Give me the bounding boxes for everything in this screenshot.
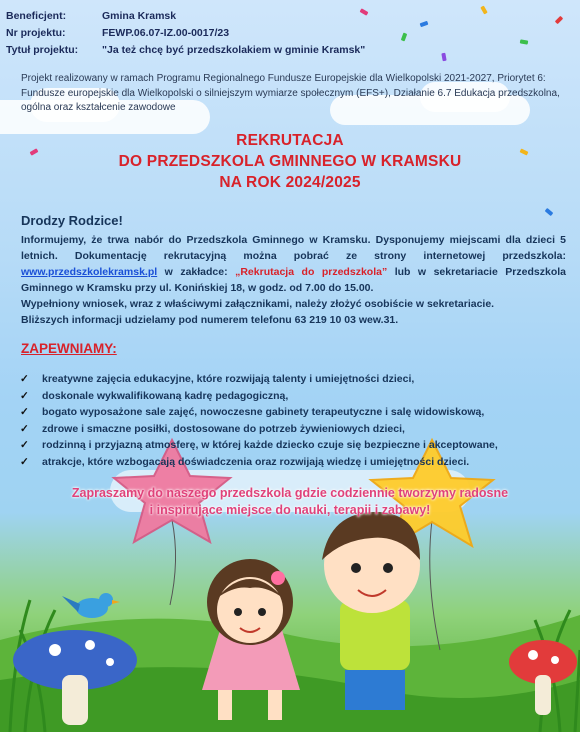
beneficiary-label: Beneficjent: (6, 10, 67, 22)
list-item-text: kreatywne zajęcia edukacyjne, które rozwijają talenty i umiejętności dzieci, (42, 373, 415, 385)
list-item-text: zdrowe i smaczne posiłki, dostosowane do potrzeb żywieniowych dzieci, (42, 422, 405, 435)
list-item (20, 421, 540, 438)
project-number-row (6, 27, 229, 39)
list-item-text: atrakcje, które wzbogacają doświadczenia oraz rozwijają wiedzę i umiejętności dzieci. (42, 455, 470, 468)
funding-intro: Projekt realizowany w ramach Programu Regionalnego Fundusze Europejskie dla Wielkopolski 2021-2027, Priorytet 6: Fundusze europejskie dla Wielkopolski o silniejszym wymiarze społecznym (EFS+), Działanie 6.7 Edukacja przedszkolna, ogólna oraz kształcenie zawodowe (21, 73, 560, 113)
page-title-line1: REKRUTACJA (236, 132, 344, 149)
check-icon: ✓ (20, 406, 29, 419)
project-title-value: "Ja też chcę być przedszkolakiem w gminie Kramsk" (102, 44, 366, 56)
list-item (20, 404, 540, 421)
list-item (20, 388, 540, 405)
bird-icon (62, 593, 120, 618)
project-number-value: FEWP.06.07-IZ.00-0017/23 (102, 27, 230, 39)
benefits-list (20, 371, 540, 471)
body-paragraph-1: Informujemy, że trwa nabór do Przedszkola Gminnego w Kramsku. Dysponujemy miejscami dla dzieci 5 letnich. Dokumentację rekrutacyjną można pobrać ze strony internetowej przedszkola: (21, 234, 566, 262)
section-heading: ZAPEWNIAMY: (21, 341, 117, 356)
page-title-line2: DO PRZEDSZKOLA GMINNEGO W KRAMSKU (118, 153, 462, 170)
tab-name: „Rekrutacja do przedszkola” (235, 266, 388, 278)
check-icon: ✓ (20, 455, 29, 468)
project-title-row (6, 44, 365, 56)
closing-line2: i inspirujące miejsce do nauki, terapii i zabawy! (149, 503, 431, 517)
body-paragraph-4: Wypełniony wniosek, wraz z właściwymi załącznikami, należy złożyć osobiście w sekretariacie. (21, 298, 495, 310)
project-number-label: Nr projektu: (6, 27, 66, 39)
check-icon: ✓ (20, 389, 29, 402)
list-item (20, 437, 540, 454)
page-title-line3: NA ROK 2024/2025 (219, 174, 361, 191)
check-icon: ✓ (20, 439, 29, 452)
list-item-text: doskonale wykwalifikowaną kadrę pedagogiczną, (42, 389, 289, 402)
check-icon: ✓ (20, 373, 29, 385)
list-item-text: rodzinną i przyjazną atmosferę, w której każde dziecko czuje się bezpieczne i akceptowane, (42, 439, 498, 452)
list-item (20, 454, 540, 471)
website-link[interactable]: www.przedszkolekramsk.pl (21, 266, 158, 278)
body-paragraph-3: lub w sekretariacie Przedszkola Gminnego w Kramsku przy ul. Konińskiej 18, w godz. od 7.00 do 15.00. (21, 266, 566, 294)
body-paragraph-2: w zakładce: (157, 266, 236, 278)
project-title-label: Tytuł projektu: (6, 44, 79, 56)
list-item-text: bogato wyposażone sale zajęć, nowoczesne gabinety terapeutyczne i salę widowiskową, (42, 406, 485, 419)
check-icon: ✓ (20, 422, 29, 435)
greeting: Drodzy Rodzice! (21, 213, 123, 228)
beneficiary-value: Gmina Kramsk (102, 10, 177, 22)
beneficiary-row (6, 10, 176, 22)
announcement-body (21, 232, 566, 328)
list-item (20, 371, 540, 388)
closing-line1: Zapraszamy do naszego przedszkola gdzie codziennie tworzymy radosne (71, 486, 509, 500)
body-paragraph-5: Bliższych informacji udzielamy pod numerem telefonu 63 219 10 03 wew.31. (21, 314, 399, 326)
